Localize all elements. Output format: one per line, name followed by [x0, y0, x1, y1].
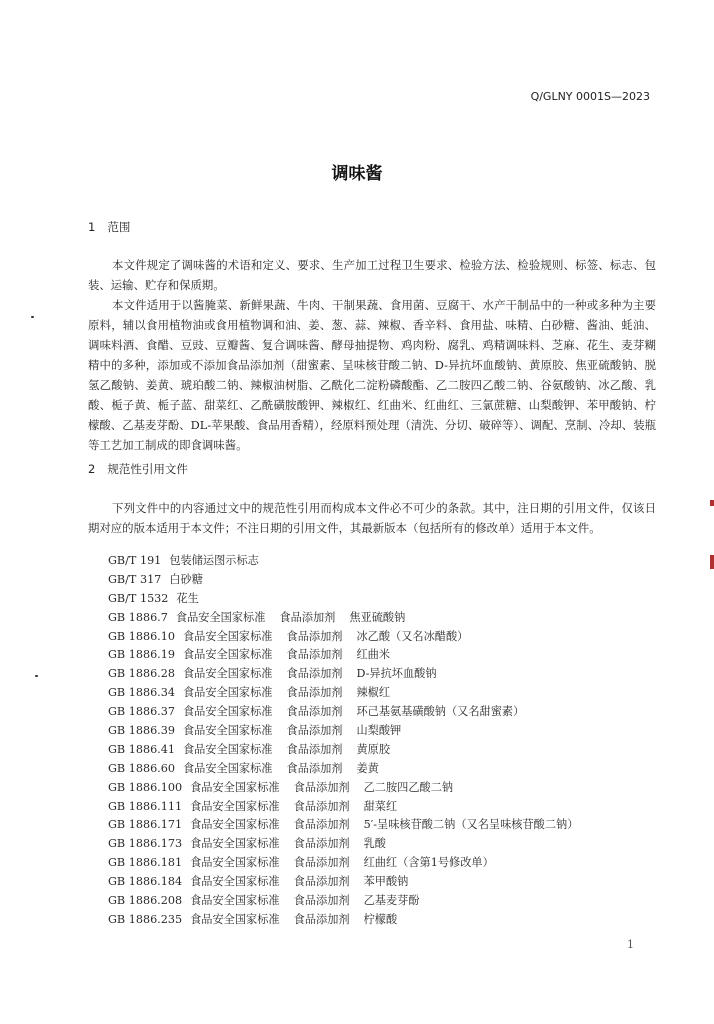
- reference-title: 食品安全国家标准: [182, 648, 273, 662]
- reference-item: [108, 703, 668, 722]
- reference-name: 红曲红（含第1号修改单）: [363, 856, 494, 870]
- section-heading-normative-references: [88, 461, 188, 477]
- reference-code: GB 1886.28: [108, 667, 175, 681]
- references-intro-paragraph: 下列文件中的内容通过文中的规范性引用而构成本文件必不可少的条款。其中，注日期的引用文件，仅该日期对应的版本适用于本文件；不注日期的引用文件，其最新版本（包括所有的修改单）适用于本文件。: [88, 501, 656, 535]
- reference-name: 冰乙酸（又名冰醋酸）: [356, 629, 469, 643]
- reference-code: GB 1886.111: [108, 799, 183, 813]
- reference-name: 姜黄: [356, 761, 379, 775]
- reference-item: [108, 854, 668, 873]
- reference-title: 食品安全国家标准: [182, 724, 273, 738]
- reference-item: [108, 779, 668, 798]
- section-heading-scope: [88, 219, 130, 235]
- reference-subtitle: 食品添加剂: [293, 894, 350, 908]
- reference-title: 食品安全国家标准: [182, 742, 273, 756]
- reference-title: 食品安全国家标准: [190, 818, 280, 832]
- reference-title: 食品安全国家标准: [182, 686, 273, 700]
- reference-code: GB/T 191: [108, 554, 162, 567]
- reference-subtitle: 食品添加剂: [286, 724, 343, 738]
- reference-subtitle: 食品添加剂: [293, 875, 350, 889]
- reference-subtitle: 食品添加剂: [293, 780, 350, 794]
- reference-item: [108, 892, 668, 911]
- reference-code: GB 1886.41: [108, 742, 175, 756]
- reference-item: [108, 722, 668, 741]
- reference-item: [108, 552, 668, 571]
- reference-subtitle: 食品添加剂: [286, 648, 343, 662]
- scan-speck: [31, 316, 34, 318]
- section-number: 2: [88, 462, 96, 476]
- reference-name: 苯甲酸钠: [363, 875, 409, 889]
- reference-name: 乙基麦芽酚: [363, 894, 420, 908]
- scope-paragraph-1: 本文件规定了调味酱的术语和定义、要求、生产加工过程卫生要求、检验方法、检验规则、标签、标志、包装、运输、贮存和保质期。: [88, 258, 656, 292]
- reference-code: GB 1886.39: [108, 724, 175, 738]
- reference-code: GB 1886.37: [108, 705, 175, 719]
- scan-speck: [35, 675, 38, 677]
- reference-subtitle: 食品添加剂: [286, 761, 343, 775]
- reference-item: [108, 684, 668, 703]
- reference-title: 包装储运图示标志: [169, 554, 259, 567]
- reference-code: GB 1886.60: [108, 761, 175, 775]
- scope-paragraph-2: 本文件适用于以酱腌菜、新鲜果蔬、牛肉、干制果蔬、食用菌、豆腐干、水产干制品中的一种或多种为主要原料，辅以食用植物油或食用植物调和油、姜、葱、蒜、辣椒、香辛料、食用盐、味精、白砂糖、酱油、蚝油、调味料酒、食醋、豆豉、豆瓣酱、复合调味酱、酵母抽提物、鸡肉粉、腐乳、鸡精调味料、芝麻、花生、麦芽糊精中的多种，添加或不添加食品添加剂（甜蜜素、呈味核苷酸二钠、D-异抗坏血酸钠、黄原胶、焦亚硫酸钠、脱氢乙酸钠、姜黄、琥珀酸二钠、辣椒油树脂、乙酰化二淀粉磷酸酯、乙二胺四乙酸二钠、谷氨酸钠、冰乙酸、乳酸、栀子黄、栀子蓝、甜菜红、乙酰磺胺酸钾、辣椒红、红曲米、红曲红、三氯蔗糖、山梨酸钾、苯甲酸钠、柠檬酸、乙基麦芽酚、DL-苹果酸、食品用香精），经原料预处理（清洗、分切、破碎等）、调配、烹制、冷却、装瓶等工艺加工制成的即食调味酱。: [88, 298, 656, 452]
- reference-title: 花生: [176, 591, 199, 605]
- reference-item: [108, 835, 668, 854]
- reference-code: GB 1886.10: [108, 629, 175, 643]
- reference-code: GB 1886.100: [108, 780, 183, 794]
- reference-name: 山梨酸钾: [356, 724, 402, 738]
- reference-item: [108, 590, 668, 609]
- reference-title: 食品安全国家标准: [190, 875, 280, 889]
- reference-subtitle: 食品添加剂: [293, 837, 350, 851]
- reference-code: GB 1886.173: [108, 837, 183, 851]
- reference-code: GB 1886.184: [108, 875, 183, 889]
- reference-name: 柠檬酸: [363, 912, 398, 926]
- reference-subtitle: 食品添加剂: [279, 610, 336, 624]
- reference-subtitle: 食品添加剂: [286, 629, 343, 643]
- reference-title: 食品安全国家标准: [182, 761, 273, 775]
- reference-item: [108, 609, 668, 628]
- scan-edge-mark: [710, 555, 714, 569]
- reference-title: 食品安全国家标准: [175, 610, 266, 624]
- reference-name: 红曲米: [356, 648, 391, 662]
- reference-name: 环己基氨基磺酸钠（又名甜蜜素）: [356, 705, 525, 719]
- reference-item: [108, 760, 668, 779]
- reference-item: [108, 911, 668, 930]
- reference-item: [108, 628, 668, 647]
- reference-name: 黄原胶: [356, 742, 391, 756]
- section-number: 1: [88, 220, 96, 234]
- reference-code: GB 1886.7: [108, 610, 168, 624]
- reference-item: [108, 741, 668, 760]
- reference-subtitle: 食品添加剂: [286, 667, 343, 681]
- reference-title: 食品安全国家标准: [190, 837, 280, 851]
- reference-code: GB/T 317: [108, 572, 162, 586]
- reference-subtitle: 食品添加剂: [293, 856, 350, 870]
- reference-subtitle: 食品添加剂: [293, 912, 350, 926]
- reference-title: 食品安全国家标准: [190, 912, 280, 926]
- section-title: 范围: [107, 220, 131, 234]
- reference-code: GB 1886.19: [108, 648, 175, 662]
- document-title: 调味酱: [331, 164, 383, 184]
- reference-code: GB 1886.208: [108, 894, 183, 908]
- reference-item: [108, 571, 668, 590]
- reference-subtitle: 食品添加剂: [286, 705, 343, 719]
- reference-title: 白砂糖: [169, 572, 203, 586]
- reference-code: GB 1886.34: [108, 686, 175, 700]
- reference-item: [108, 646, 668, 665]
- document-code: Q/GLNY 0001S—2023: [530, 90, 650, 103]
- reference-name: 5′-呈味核苷酸二钠（又名呈味核苷酸二钠）: [363, 818, 579, 832]
- reference-name: 乙二胺四乙酸二钠: [363, 780, 454, 794]
- reference-title: 食品安全国家标准: [182, 629, 273, 643]
- reference-subtitle: 食品添加剂: [293, 799, 350, 813]
- reference-subtitle: 食品添加剂: [286, 742, 343, 756]
- reference-name: 乳酸: [363, 837, 386, 851]
- reference-title: 食品安全国家标准: [190, 856, 280, 870]
- reference-title: 食品安全国家标准: [190, 799, 280, 813]
- reference-code: GB 1886.171: [108, 818, 183, 832]
- reference-name: 焦亚硫酸钠: [349, 610, 406, 624]
- reference-code: GB 1886.235: [108, 912, 183, 926]
- reference-name: D-异抗坏血酸钠: [356, 667, 437, 681]
- reference-title: 食品安全国家标准: [190, 894, 280, 908]
- reference-item: [108, 816, 668, 835]
- reference-subtitle: 食品添加剂: [286, 686, 343, 700]
- reference-item: [108, 873, 668, 892]
- reference-item: [108, 665, 668, 684]
- reference-subtitle: 食品添加剂: [293, 818, 350, 832]
- reference-list: [108, 552, 668, 930]
- reference-title: 食品安全国家标准: [190, 780, 280, 794]
- reference-item: [108, 798, 668, 817]
- reference-code: GB 1886.181: [108, 856, 183, 870]
- reference-code: GB/T 1532: [108, 591, 169, 605]
- scan-edge-mark: [710, 500, 714, 506]
- reference-title: 食品安全国家标准: [182, 705, 273, 719]
- reference-name: 甜菜红: [363, 799, 398, 813]
- page-number: 1: [627, 938, 634, 951]
- reference-name: 辣椒红: [356, 686, 391, 700]
- reference-title: 食品安全国家标准: [182, 667, 273, 681]
- section-title: 规范性引用文件: [107, 462, 188, 476]
